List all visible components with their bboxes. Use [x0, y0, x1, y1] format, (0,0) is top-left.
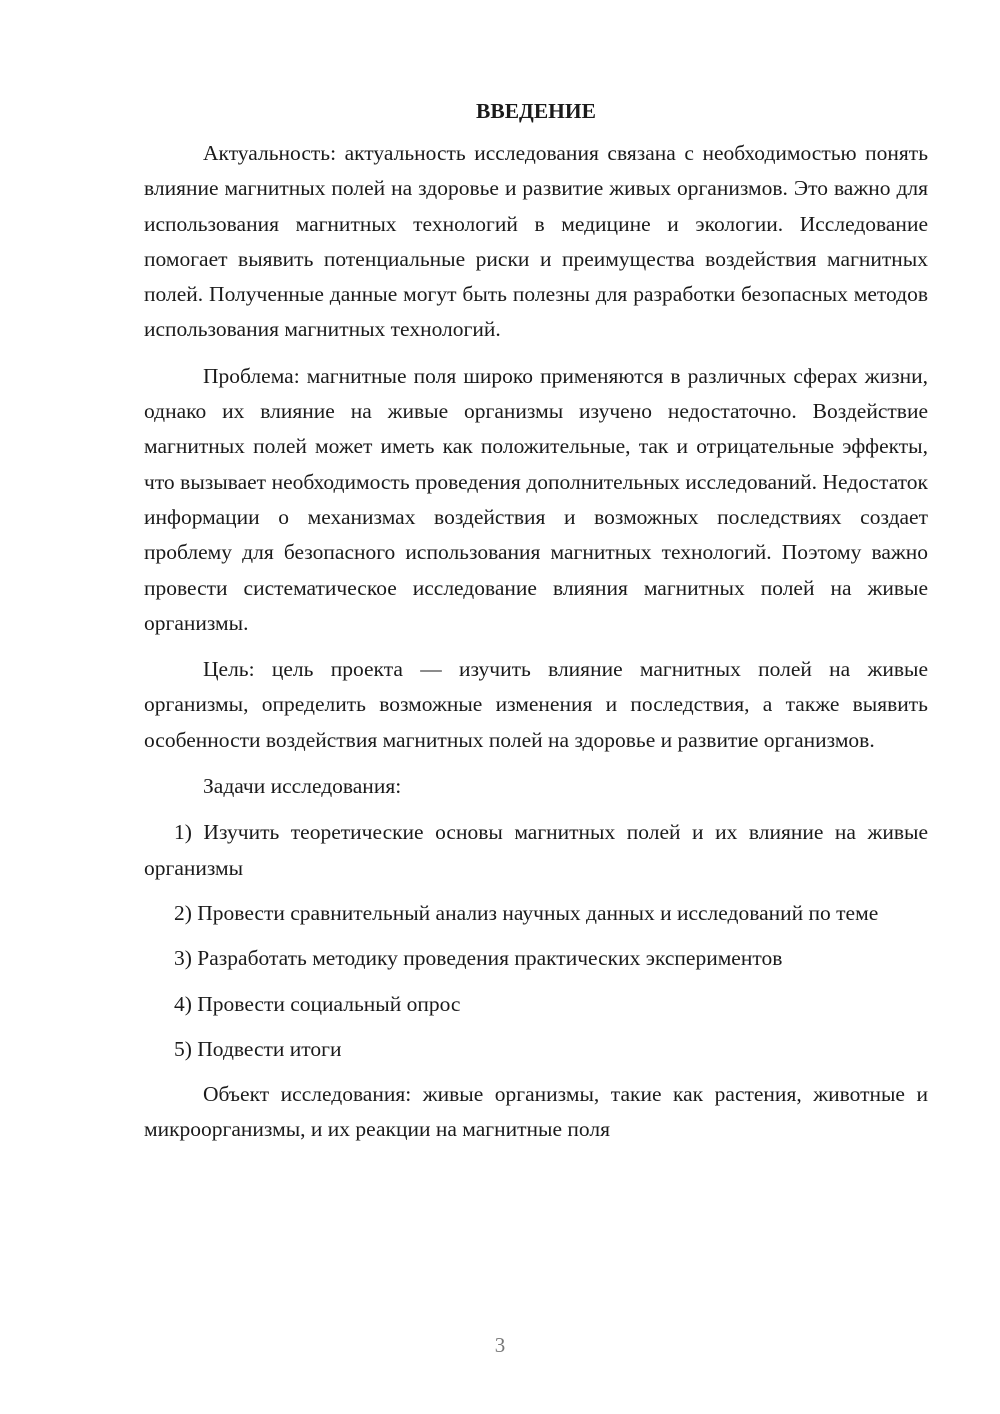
- relevance-paragraph: Актуальность: актуальность исследования связана с необходимостью понять влияние магнитных полей на здоровье и развитие живых организмов. Это важно для использования магнитных технологий в медицине и экологии. Исследование помогает выявить потенциальные риски и преимущества воздействия магнитных полей. Полученные данные могут быть полезны для разработки безопасных методов использования магнитных технологий.: [144, 141, 928, 342]
- object-paragraph: Объект исследования: живые организмы, такие как растения, животные и микроорганизмы, и их реакции на магнитные поля: [144, 1082, 928, 1142]
- page-number: 3: [494, 1333, 506, 1357]
- goal-paragraph: Цель: цель проекта — изучить влияние магнитных полей на живые организмы, определить возможные изменения и последствия, а также выявить особенности воздействия магнитных полей на здоровье и развитие организмов.: [144, 657, 928, 752]
- task-item: 2) Провести сравнительный анализ научных данных и исследований по теме: [174, 900, 879, 925]
- task-item: 1) Изучить теоретические основы магнитных полей и их влияние на живые организмы: [144, 820, 928, 880]
- document-page: [144, 96, 928, 1159]
- document-title: ВВЕДЕНИЕ: [476, 99, 596, 123]
- problem-paragraph: Проблема: магнитные поля широко применяются в различных сферах жизни, однако их влияние на живые организмы изучено недостаточно. Воздействие магнитных полей может иметь как положительные, так и отрицательные эффекты, что вызывает необходимость проведения дополнительных исследований. Недостаток информации о механизмах воздействия и возможных последствиях создает проблему для безопасного использования магнитных технологий. Поэтому важно провести систематическое исследование влияния магнитных полей на живые организмы.: [144, 363, 928, 635]
- task-item: 4) Провести социальный опрос: [174, 991, 461, 1016]
- task-item: 3) Разработать методику проведения практических экспериментов: [174, 946, 783, 971]
- tasks-heading: Задачи исследования:: [203, 774, 402, 799]
- task-item: 5) Подвести итоги: [174, 1036, 342, 1061]
